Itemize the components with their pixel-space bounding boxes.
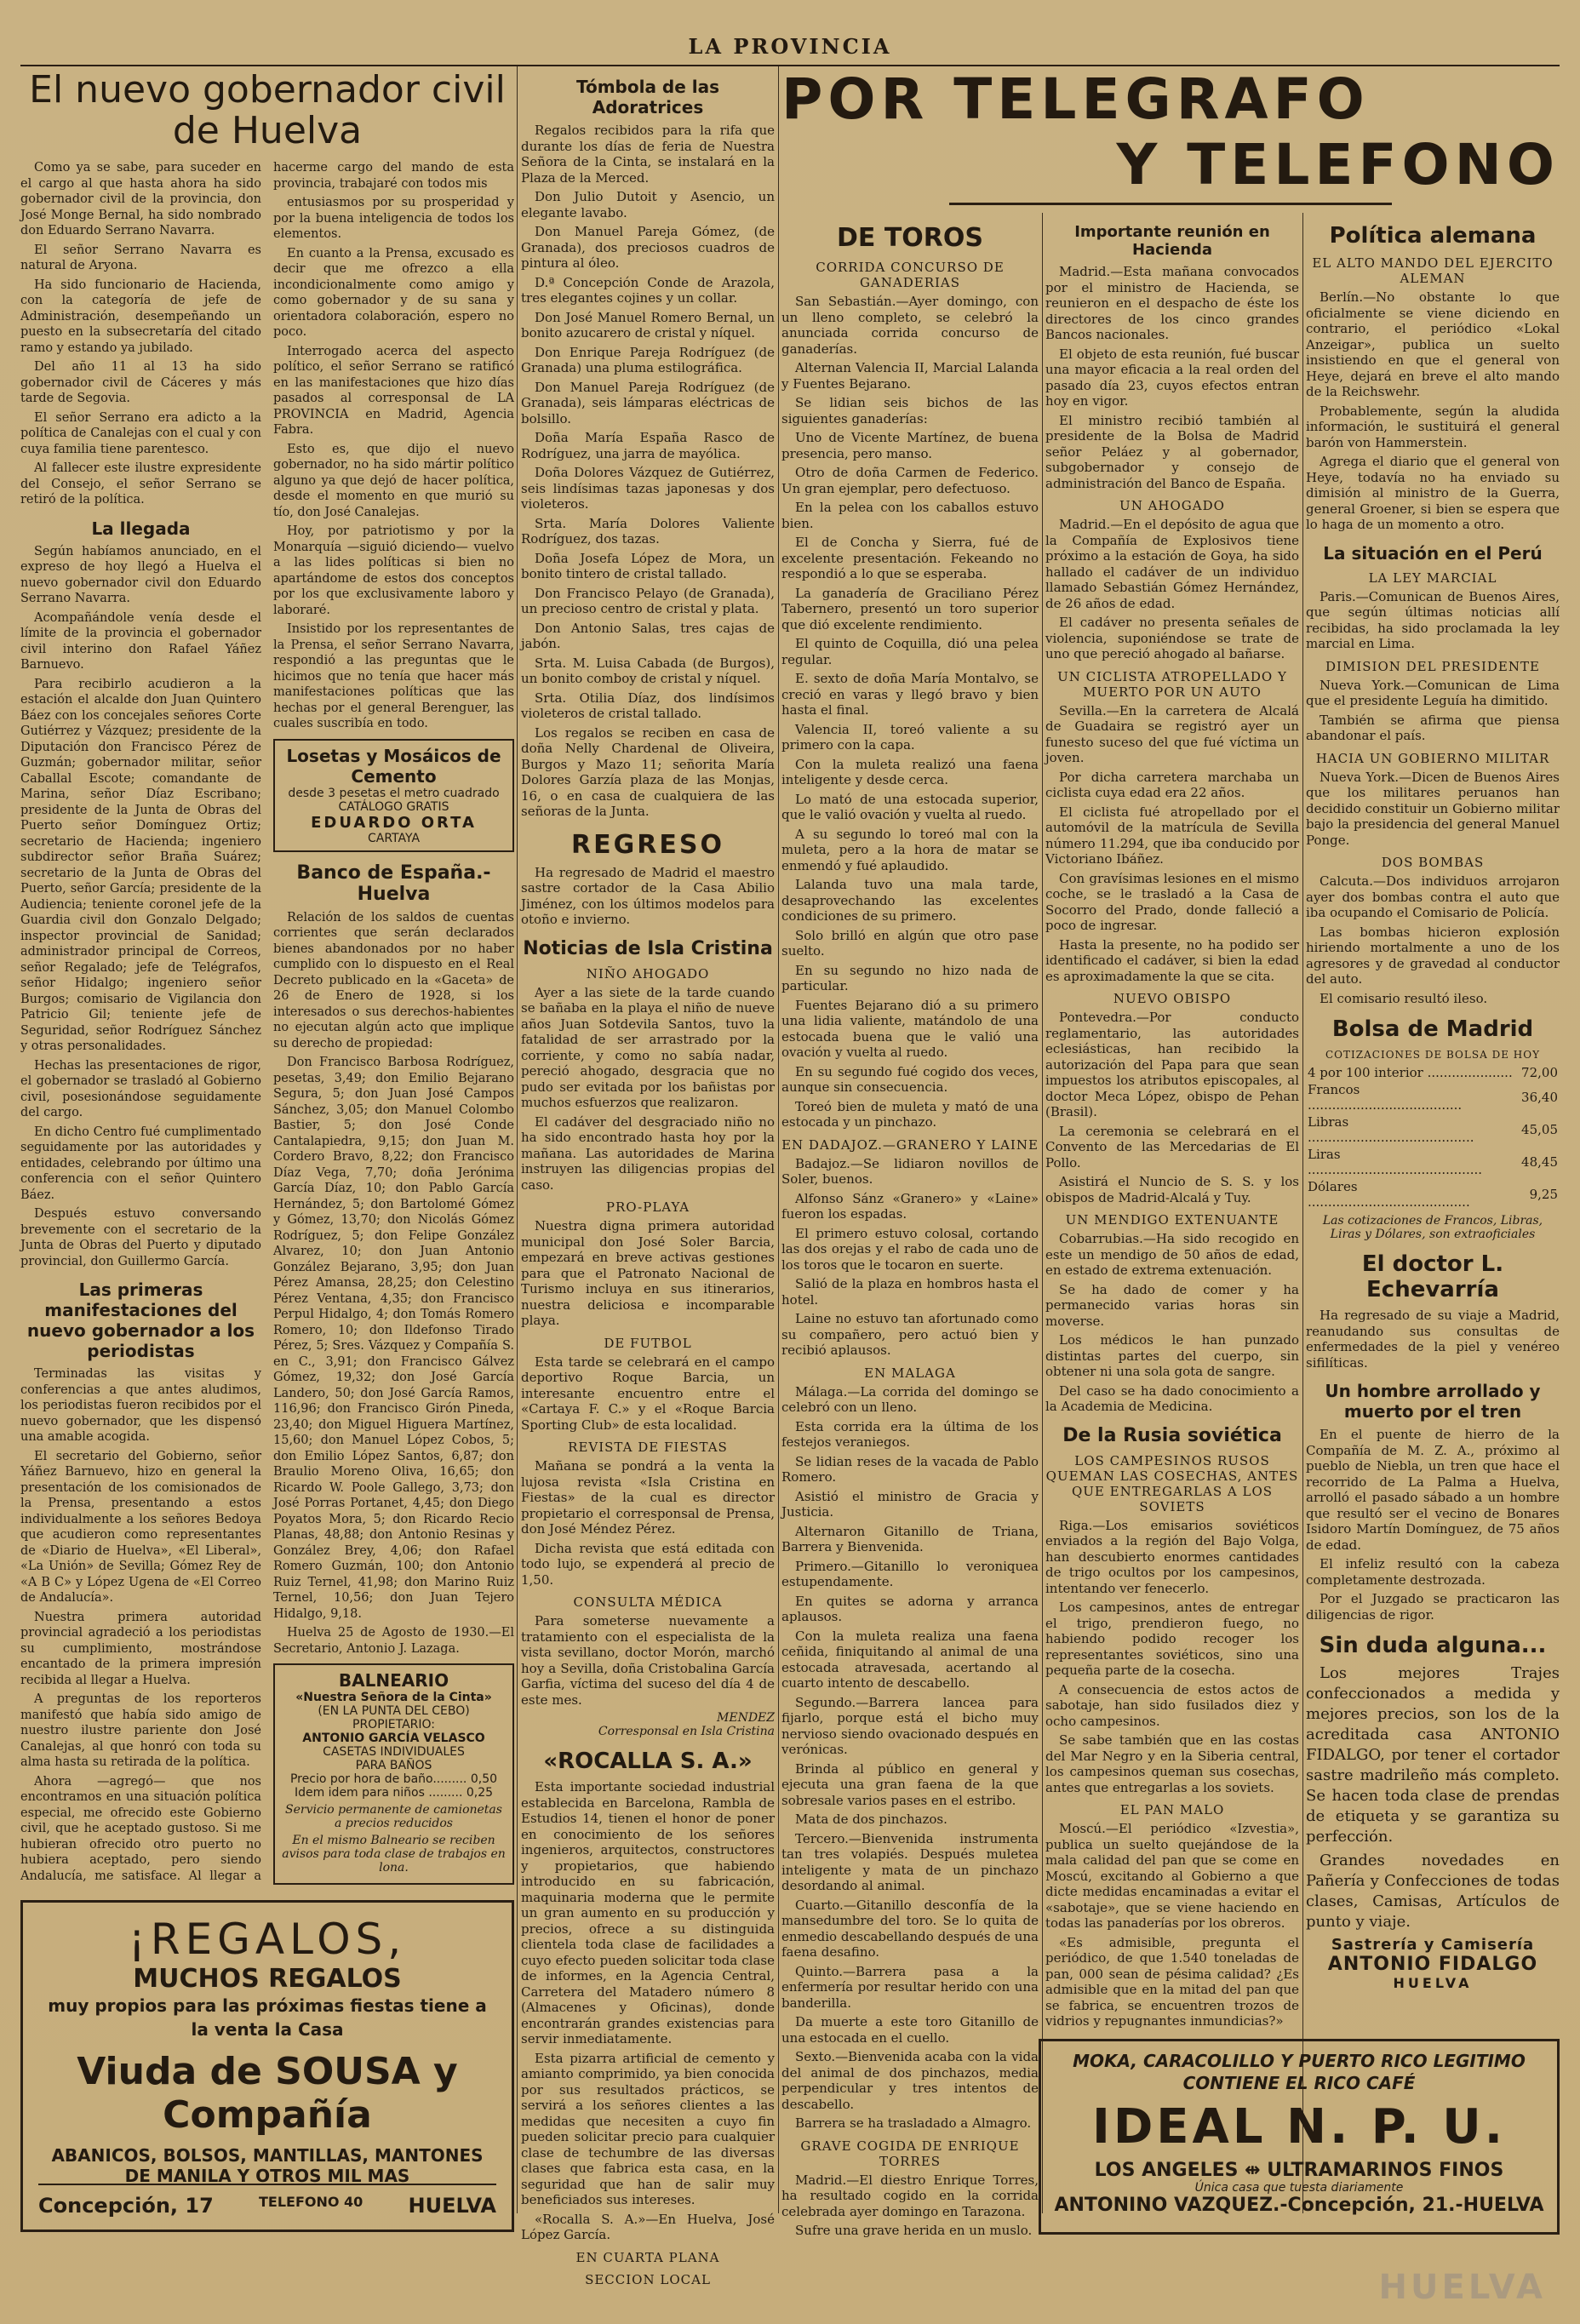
isla-subhead: DE FUTBOL	[604, 1335, 692, 1351]
paragraph: Ayer a las siete de la tarde cuando se bañaba en la playa el niño de nueve años Juan Sotdevila Santos, tuvo la fatalidad de ser arrastrado por la corriente, y como no sabía nadar, pereció ahogado, desgracia que no pudo ser evitada por los bañistas por muchos esfuerzos que realizaron.	[521, 984, 775, 1110]
reunion-subhead: UN AHOGADO	[1119, 498, 1225, 513]
paragraph: E. sexto de doña María Montalvo, se creció en varas y llegó bravo y bien hasta el final.	[781, 671, 1039, 718]
ideal-shop: LOS ANGELES ⇹ ULTRAMARINOS FINOS	[1094, 2160, 1504, 2181]
regalos-address: Concepción, 17	[38, 2194, 214, 2218]
balneario-note: En el mismo Balneario se reciben avisos para toda clase de trabajos en lona.	[282, 1834, 506, 1875]
paragraph: Pontevedra.—Por conducto reglamentario, las autoridades eclesiásticas, han recibido la autorización del Papa para que sean impuestos los atributos episcopales, al doctor Meca López, obispo de Pehan (Brasil).	[1045, 1010, 1299, 1119]
paragraph: Nuestra digna primera autoridad municipal don José Soler Barcia, empezará en breve activas gestiones para que el Patronato Nacional de Turismo incluya en sus itinerarios, nuestra deliciosa e incomparable playa.	[521, 1218, 775, 1328]
paragraph: Sexto.—Bienvenida acaba con la vida del animal de dos pinchazos, media perpendicular y tres intentos de descabello.	[781, 2049, 1039, 2112]
paragraph: Madrid.—Esta mañana convocados por el ministro de Hacienda, se reunieron en el despacho de éste los directores de los cinco grandes Bancos nacionales.	[1045, 264, 1299, 342]
paragraph: Mañana se pondrá a la venta la lujosa revista «Isla Cristina en Fiestas» de la cual es director propietario el corresponsal de Prensa, don José Méndez Pérez.	[521, 1458, 775, 1537]
paragraph: A consecuencia de estos actos de sabotaje, han sido fusilados diez y ocho campesinos.	[1045, 1681, 1299, 1729]
regalos-city: HUELVA	[408, 2194, 496, 2218]
toros-subhead: EN DADAJOZ.—GRANERO Y LAINE	[781, 1136, 1039, 1153]
balneario-ad	[273, 1663, 514, 1885]
regalos-items: ABANICOS, BOLSOS, MANTILLAS, MANTONES DE MANILA Y OTROS MIL MAS	[51, 2145, 484, 2186]
paragraph: Probablemente, según la aludida información, le sustituirá el general barón von Hammerstein.	[1306, 403, 1560, 450]
paragraph: El ciclista fué atropellado por el automóvil de la matrícula de Sevilla número 11.294, que iba conducido por Victoriano Ibáñez.	[1045, 804, 1299, 867]
bolsa-table	[1306, 1064, 1560, 1211]
reunion-title: Importante reunión en Hacienda	[1074, 223, 1270, 259]
paragraph: Terminadas las visitas y conferencias a que antes aludimos, los periodistas fueron recibidos por el nuevo gobernador, que les dispensó una amable acogida.	[20, 1367, 261, 1444]
paragraph: Mata de dos pinchazos.	[795, 1812, 947, 1827]
paragraph: Relación de los saldos de cuentas corrientes que serán declarados bienes abandonados por no haber cumplido con lo dispuesto en el Real Decreto publicado en la «Gaceta» de 26 de Enero de 1928, si los interesados o sus derechos-habientes no ejecutan algún acto que implique su derecho de propiedad:	[273, 910, 514, 1050]
paragraph: Los regalos se reciben en casa de doña Nelly Chardenal de Oliveira, Burgos y Mazo 11; señorita María Dolores Garzía plaza de las Monjas, 16, o en casa de cualquiera de las señoras de la Junta.	[521, 724, 775, 819]
paragraph: Don José Manuel Romero Bernal, un bonito azucarero de cristal y níquel.	[521, 309, 775, 341]
balneario-para: PARA BAÑOS	[355, 1759, 432, 1772]
balneario-casetas: CASETAS INDIVIDUALES	[323, 1745, 465, 1759]
signature: MENDEZ	[717, 1711, 775, 1725]
paragraph: Acompañándole venía desde el límite de la provincia el gobernador civil interino don Rafael Yáñez Barnuevo.	[20, 610, 261, 672]
paragraph: entusiasmos por su prosperidad y por la buena inteligencia de todos los elementos.	[273, 196, 514, 241]
paragraph: Asistió el ministro de Gracia y Justicia.	[781, 1488, 1039, 1520]
paragraph: Doña Dolores Vázquez de Gutiérrez, seis lindísimas tazas japonesas y dos violeteros.	[521, 465, 775, 512]
paragraph: Sevilla.—En la carretera de Alcalá de Guadaira se registró ayer un funesto suceso del que fué víctima un joven.	[1045, 702, 1299, 765]
paragraph: El comisario resultó ileso.	[1320, 990, 1488, 1006]
balneario-name: «Nuestra Señora de la Cinta»	[295, 1691, 492, 1704]
bolsa-title: Bolsa de Madrid	[1331, 1016, 1534, 1042]
paragraph: El señor Serrano era adicto a la política de Canalejas con el cual y con cuya familia tiene parentesco.	[20, 410, 261, 456]
peru-title: La situación en el Perú	[1323, 542, 1543, 564]
losetas-sub: desde 3 pesetas el metro cuadrado	[288, 786, 500, 800]
isla-title: Noticias de Isla Cristina	[523, 937, 773, 959]
tombola-title: Tómbola de las Adoratrices	[575, 77, 720, 117]
paragraph: Para recibirlo acudieron a la estación el alcalde don Juan Quintero Báez con los concejales señores Corte Gutiérrez y Vázquez; presidente de la Diputación don Francisco Pérez de Guzmán; gobernador militar, señor Caballal Escote; comandante de Marina, señor Díaz Escribano; presidente de la Junta de Obras del Puerto señor Domínguez Ortiz; secretario de Hacienda; ingeniero subdirector señor Braña Suárez; secretario de la Junta de Obras del Puerto, señor García; presidente de la Audiencia; teniente coronel jefe de la Guardia civil don Gonzalo Delgado; inspector provincial de Sanidad; administrador principal de Correos, señor Regalado; jefe de Telégrafos, señor Hidalgo; ingeniero señor Burgos; comisario de Vigilancia don Patricio Gil; teniente jefe de Seguridad, señor Rodríguez Sánchez y otras personalidades.	[20, 677, 261, 1053]
paragraph: En quites se adorna y arranca aplausos.	[781, 1593, 1039, 1624]
manifestaciones-heading: Las primeras manifestaciones del nuevo gobernador a los periodistas	[26, 1279, 255, 1361]
paragraph: Riga.—Los emisarios soviéticos enviados a la región del Bajo Volga, han descubierto enormes cantidades de trigo ocultos por los campesinos, intentando ver fenecerlo.	[1045, 1517, 1299, 1596]
peru-subhead: HACIA UN GOBIERNO MILITAR	[1315, 750, 1550, 766]
fidalgo-shop-type: Sastrería y Camisería	[1331, 1936, 1535, 1954]
echevarria-title: El doctor L. Echevarría	[1361, 1251, 1504, 1302]
paragraph: Después estuvo conversando brevemente con el secretario de la Junta de Obras del Puerto y diputado provincial, don Guillermo García.	[20, 1207, 261, 1268]
table-row: Dólares ........................................ 9,25	[1308, 1179, 1558, 1210]
paragraph: En su segundo no hizo nada de particular.	[781, 962, 1039, 993]
paragraph: Se lidian reses de la vacada de Pablo Romero.	[781, 1453, 1039, 1485]
toros-subhead: EN MALAGA	[864, 1365, 956, 1381]
toros-title: DE TOROS	[836, 223, 984, 253]
paragraph: «Rocalla S. A.»—En Huelva, José López García.	[521, 2211, 775, 2242]
paragraph: Toreó bien de muleta y mató de una estocada y un pinchazo.	[781, 1098, 1039, 1130]
paragraph: Los médicos le han punzado distintas partes del cuerpo, sin obtener ni una sola gota de sangre.	[1045, 1332, 1299, 1379]
paragraph: D.ª Concepción Conde de Arazola, tres elegantes cojines y un collar.	[521, 274, 775, 306]
paragraph: Otro de doña Carmen de Federico. Un gran ejemplar, pero defectuoso.	[781, 465, 1039, 496]
column-rule	[517, 66, 518, 2213]
losetas-town: CARTAYA	[367, 831, 421, 845]
paragraph: Para someterse nuevamente a tratamiento con el especialista de la vista sevillano, doctor Morón, marchó hoy a Sevilla, doña Cristobalina García Garfia, víctima del suceso del día 4 de este mes.	[521, 1613, 775, 1708]
paragraph: El infeliz resultó con la cabeza completamente destrozada.	[1306, 1556, 1560, 1588]
fidalgo-title: Sin duda alguna...	[1319, 1633, 1547, 1658]
paragraph: En el puente de hierro de la Compañía de M. Z. A., próximo al pueblo de Niebla, un tren que hace el recorrido de La Palma a Huelva, arrolló el pasado sábado a un hombre que resultó ser el vecino de Bonares Isidoro Martín Domínguez, de 75 años de edad.	[1306, 1427, 1560, 1553]
regalos-footer	[38, 2184, 496, 2218]
paragraph: Madrid.—El diestro Enrique Torres, ha resultado cogido en la corrida celebrada ayer domingo en Tarazona.	[781, 2172, 1039, 2219]
telegrafo-line2: Y TELEFONO	[1116, 132, 1560, 197]
paragraph: El cadáver no presenta señales de violencia, suponiéndose se trate de uno que pereció ahogado al bañarse.	[1045, 615, 1299, 661]
paragraph: El primero estuvo colosal, cortando las dos orejas y el rabo de cada uno de los toros que le tocaron en suerte.	[781, 1225, 1039, 1273]
paragraph: Hasta la presente, no ha podido ser identificado el cadáver, si bien la edad es aproximadamente la que se cita.	[1045, 936, 1299, 984]
paragraph: Nueva York.—Comunican de Lima que el presidente Leguía ha dimitido.	[1306, 677, 1560, 708]
rusia-title: De la Rusia soviética	[1062, 1424, 1282, 1446]
alemana-subhead: EL ALTO MANDO DEL EJERCITO ALEMAN	[1312, 255, 1554, 286]
rocalla-title: «ROCALLA S. A.»	[543, 1749, 753, 1774]
paragraph: Los mejores Trajes confeccionados a medida y mejores precios, son los de la acreditada casa ANTONIO FIDALGO, por tener el cortador sastre madrileño más completo. Se hacen toda clase de prendas de etiqueta y se garantiza su perfección.	[1306, 1664, 1560, 1846]
paragraph: Ha sido funcionario de Hacienda, con la categoría de jefe de Administración, desempeñando un puesto en la subsecretaría del citado ramo y estando ya jubilado.	[20, 278, 261, 355]
tren-title: Un hombre arrollado y muerto por el tren	[1325, 1381, 1541, 1422]
signature: Corresponsal en Isla Cristina	[598, 1725, 775, 1738]
header-rule	[949, 203, 1392, 205]
ideal-brand: IDEAL N. P. U.	[1091, 2099, 1506, 2155]
paragraph: El secretario del Gobierno, señor Yáñez Barnuevo, hizo en general la presentación de los comisionados de la Prensa, presentando a estos individualmente a los señores Bedoya que acudieron como representantes de «Diario de Huelva», «El Liberal», «La Unión» de Sevilla; Gómez Rey de «A B C» y López Ugena de «El Correo de Andalucía».	[20, 1449, 261, 1605]
column-tombola	[521, 66, 775, 2287]
regalos-title: ¡REGALOS,	[128, 1915, 407, 1964]
paragraph: Badajoz.—Se lidiaron novillos de Soler, buenos.	[781, 1155, 1039, 1187]
reunion-subhead: UN CICLISTA ATROPELLADO Y MUERTO POR UN AUTO	[1057, 668, 1287, 700]
fidalgo-name: ANTONIO FIDALGO	[1327, 1954, 1538, 1975]
paragraph: Don Francisco Pelayo (de Granada), un precioso centro de cristal y plata.	[521, 585, 775, 616]
toros-subhead: GRAVE COGIDA DE ENRIQUE TORRES	[800, 2138, 1020, 2169]
ideal-ad	[1039, 2039, 1560, 2235]
price-value: 0,25	[466, 1786, 494, 1800]
paragraph: Quinto.—Barrera pasa a la enfermería por resultar herido con una banderilla.	[781, 1963, 1039, 2011]
losetas-ad	[273, 739, 514, 852]
paragraph: Lalanda tuvo una mala tarde, desaprovechando las excelentes condiciones de su primero.	[781, 877, 1039, 924]
regalos-phone: TELEFONO 40	[258, 2194, 364, 2210]
paragraph: Srta. M. Luisa Cabada (de Burgos), un bonito comboy de cristal y níquel.	[521, 655, 775, 686]
gobernador-body	[20, 160, 514, 1888]
isla-subhead: NIÑO AHOGADO	[586, 965, 710, 982]
price-value: 0,50	[470, 1772, 498, 1786]
telegrafo-header	[781, 66, 1560, 197]
balneario-note: Servicio permanente de camionetas a precios reducidos	[285, 1803, 502, 1830]
reunion-subhead: NUEVO OBISPO	[1113, 991, 1232, 1006]
paragraph: Las bombas hicieron explosión hiriendo mortalmente a uno de los agresores y de gravedad al conductor del auto.	[1306, 924, 1560, 987]
paragraph: Don Francisco Barbosa Rodríguez, pesetas, 3,49; don Emilio Bejarano Segura, 5; don Juan José Campos Sánchez, 3,05; don Manuel Colombo Bastier, 5; don José Conde Cantalapiedra, 9,15; don Juan M. Cordero Bravo, 8,22; don Francisco Díaz Vega, 7,70; doña Jerónima García Díaz, 10; don Pablo García Hernández, 5; don Bartolomé Gómez y Gómez, 13,70; don Nicolás Gómez Rodríguez, 5; don Felipe González Alvarez, 10; don Juan Antonio González Bejarano, 3,95; don Juan Pérez Amansa, 28,25; don Celestino Pérez Ventana, 4,35; don Francisco Perpul Hidalgo, 4; don Tomás Romero Romero, 10; don Ildefonso Tirado Pérez, 5; Sres. Vázquez y Compañía S. en C., 3,91; don Francisco Gálvez Gómez, 19,32; don José García Landero, 50; don José García Ramos, 116,96; don Francisco Girón Pineda, 23,40; don Miguel Higuera Martínez, 15,60; don Manuel López Cobos, 5; don Emilio López Santos, 6,87; don Braulio Moreno Oliva, 16,65; don Ricardo W. Poole Gallego, 3,73; don José Porras Portanet, 4,45; don Diego Poyatos Mora, 5; don Ricardo Recio Planas, 48,88; don Antonio Resinas y González Brey, 4,06; don Rafael Romero Guzmán, 100; don Antonio Ruiz Ternel, 41,98; don Marino Ruiz Ternel, 10,56; don Juan Tejero Hidalgo, 9,18.	[273, 1056, 514, 1621]
paragraph: Málaga.—La corrida del domingo se celebró con un lleno.	[781, 1383, 1039, 1415]
paragraph: Dicha revista que está editada con todo lujo, se expenderá al precio de 1,50.	[521, 1540, 775, 1588]
paragraph: Salió de la plaza en hombros hasta el hotel.	[781, 1276, 1039, 1308]
reunion-subhead: UN MENDIGO EXTENUANTE	[1065, 1212, 1279, 1228]
paragraph: Alternaron Gitanillo de Triana, Barrera y Bienvenida.	[781, 1523, 1039, 1554]
cuarta-plana: EN CUARTA PLANA	[575, 2249, 720, 2265]
paragraph: Solo brilló en algún que otro pase suelto.	[781, 927, 1039, 959]
gobernador-title: El nuevo gobernador civil de Huelva	[29, 68, 506, 152]
paragraph: Doña Josefa López de Mora, un bonito tintero de cristal tallado.	[521, 550, 775, 581]
paragraph: A preguntas de los reporteros manifestó que había sido amigo de nuestro ilustre pariente don José Canalejas, al que honró con toda su alma hasta su retirada de la política.	[20, 1692, 261, 1769]
toros-article	[781, 213, 1039, 2256]
paragraph: Esta tarde se celebrará en el campo deportivo Roque Barcia, un interesante encuentro entre el «Cartaya F. C.» y el «Roque Barcia Sporting Club» de esta localidad.	[521, 1354, 775, 1433]
regalos-subtitle: MUCHOS REGALOS	[133, 1964, 402, 1994]
paragraph: En dicho Centro fué cumplimentado seguidamente por las autoridades y entidades, celebrando por último una conferencia con el señor Quintero Báez.	[20, 1125, 261, 1202]
paragraph: Interrogado acerca del aspecto político, el señor Serrano se ratificó en las manifestaciones que hizo días pasados al corresponsal de LA PROVINCIA en Madrid, Agencia Fabra.	[273, 344, 514, 437]
regalos-ad	[20, 1900, 514, 2232]
paragraph: Insistido por los representantes de la Prensa, el señor Serrano Navarra, respondió a las preguntas que le hicimos que no tenía que hacer más manifestaciones políticas que las hechas por el general Berenguer, las cuales suscribía en todo.	[273, 622, 514, 730]
column-rule	[778, 66, 779, 2213]
paragraph: Hechas las presentaciones de rigor, el gobernador se trasladó al Gobierno civil, posesionándose seguidamente del cargo.	[20, 1058, 261, 1119]
paragraph: Alfonso Sánz «Granero» y «Laine» fueron los espadas.	[781, 1190, 1039, 1222]
column-hacienda	[1045, 213, 1299, 2029]
bolsa-subhead: COTIZACIONES DE BOLSA DE HOY	[1325, 1049, 1540, 1061]
peru-subhead: DIMISION DEL PRESIDENTE	[1325, 658, 1540, 674]
paragraph: Huelva 25 de Agosto de 1930.—El Secretario, Antonio J. Lazaga.	[273, 1626, 514, 1656]
peru-subhead: LA LEY MARCIAL	[1368, 570, 1497, 586]
fidalgo-city: HUELVA	[1393, 1975, 1473, 1991]
fidalgo-ad	[1306, 1633, 1560, 1991]
paragraph: El quinto de Coquilla, dió una pelea regular.	[781, 636, 1039, 667]
bolsa-note: Las cotizaciones de Francos, Libras, Liras y Dólares, son extraoficiales	[1322, 1214, 1543, 1241]
paragraph: Tercero.—Bienvenida instrumenta tan tres volapiés. Después muletea inteligente y mata de un pinchazo desordando al animal.	[781, 1830, 1039, 1893]
losetas-catalog: CATÁLOGO GRATIS	[338, 799, 449, 814]
paragraph: Don Manuel Pareja Gómez, (de Granada), dos preciosos cuadros de pintura al óleo.	[521, 224, 775, 271]
paragraph: San Sebastián.—Ayer domingo, con un lleno completo, se celebró la anunciada corrida concurso de ganaderías.	[781, 294, 1039, 357]
ideal-tagline: Única casa que tuesta diariamente	[1194, 2181, 1404, 2195]
ideal-address: ANTONINO VAZQUEZ.-Concepción, 21.-HUELVA	[1054, 2195, 1544, 2216]
llegada-heading: La llegada	[91, 518, 191, 539]
paragraph: Moscú.—El periódico «Izvestia», publica un suelto quejándose de la mala calidad del pan que se come en Moscú, excitando al Gobierno a que dicte medidas encaminadas a evitar el «sabotaje», que se viene haciendo en todas las panaderías por los obreros.	[1045, 1821, 1299, 1931]
paragraph: Se lidian seis bichos de las siguientes ganaderías:	[781, 395, 1039, 426]
alemana-title: Política alemana	[1329, 223, 1537, 249]
isla-subhead: REVISTA DE FIESTAS	[568, 1440, 728, 1455]
paragraph: Uno de Vicente Martínez, de buena presencia, pero manso.	[781, 430, 1039, 461]
paragraph: Primero.—Gitanillo lo veroniquea estupendamente.	[781, 1558, 1039, 1589]
losetas-title: Losetas y Mosáicos de Cemento	[286, 745, 501, 787]
paragraph: Calcuta.—Dos individuos arrojaron ayer dos bombas contra el auto que iba ocupando el Comisario de Policía.	[1306, 873, 1560, 920]
paragraph: A su segundo lo toreó mal con la muleta, pero a la hora de matar se enmendó y fué aplaudido.	[781, 826, 1039, 873]
gobernador-article	[20, 66, 514, 1888]
paragraph: Don Julio Dutoit y Asencio, un elegante lavabo.	[521, 189, 775, 220]
price-label: Precio por hora de baño.........	[289, 1772, 467, 1786]
paragraph: Por dicha carretera marchaba un ciclista cuya edad era 22 años.	[1045, 769, 1299, 800]
paragraph: El señor Serrano Navarra es natural de Aryona.	[20, 243, 261, 272]
paragraph: Hoy, por patriotismo y por la Monarquía —siguió diciendo— vuelvo a las lides políticas si bien no apartándome de estos dos conceptos por los que exclusivamente laboro y laboraré.	[273, 524, 514, 617]
paragraph: Lo mató de una estocada superior, que le valió ovación y vuelta al ruedo.	[781, 791, 1039, 822]
table-row: Libras ......................................... 45,05	[1308, 1114, 1558, 1145]
paragraph: Ahora —agregó— que nos encontramos en una situación política especial, me ofrecido este Gobierno civil, que he aceptado gustoso. Si me hubieran ofrecido otro puerto no hubiera aceptado, pero siendo Andalucía, me satisface. Al llegar a hacerme cargo del mando de esta provincia, trabajaré con todos mis	[20, 161, 514, 1883]
price-label: Idem idem para niños .........	[294, 1786, 463, 1800]
paragraph: Doña María España Rasco de Rodríguez, una jarra de mayólica.	[521, 430, 775, 461]
paragraph: El objeto de esta reunión, fué buscar una mayor eficacia a la real orden del pasado día 23, cuyos efectos entran hoy en vigor.	[1045, 346, 1299, 409]
paragraph: Da muerte a este toro Gitanillo de una estocada en el cuello.	[781, 2014, 1039, 2046]
paragraph: También se afirma que piensa abandonar el país.	[1306, 712, 1560, 743]
balneario-prop-label: PROPIETARIO:	[352, 1718, 435, 1732]
regalos-text: muy propios para las próximas fiestas tiene a la venta la Casa	[48, 1995, 487, 2040]
rusia-subhead: LOS CAMPESINOS RUSOS QUEMAN LAS COSECHAS, ANTES QUE ENTREGARLAS A LOS SOVIETS	[1045, 1452, 1299, 1514]
paragraph: Cuarto.—Gitanillo desconfía de la mansedumbre del toro. Se lo quita de enmedio descabellando después de una faena desafino.	[781, 1897, 1039, 1960]
paragraph: Ha regresado de Madrid el maestro sastre cortador de la Casa Abilio Jiménez, con los últimos modelos para otoño e invierno.	[521, 864, 775, 927]
column-alemana	[1306, 213, 1560, 2026]
paragraph: Con gravísimas lesiones en el mismo coche, se le trasladó a la Casa de Socorro del Prado, donde falleció a poco de ingresar.	[1045, 870, 1299, 933]
paragraph: Barrera se ha trasladado a Almagro.	[795, 2115, 1032, 2131]
paragraph: Alternan Valencia II, Marcial Lalanda y Fuentes Bejarano.	[781, 360, 1039, 392]
paragraph: Srta. Otilia Díaz, dos lindísimos violeteros de cristal tallado.	[521, 690, 775, 721]
isla-subhead: PRO-PLAYA	[605, 1199, 690, 1215]
seccion-local: SECCION LOCAL	[585, 2271, 711, 2287]
balneario-prop: ANTONIO GARCÍA VELASCO	[302, 1732, 485, 1745]
paragraph: Se ha dado de comer y ha permanecido varias horas sin moverse.	[1045, 1281, 1299, 1329]
toros-subhead: CORRIDA CONCURSO DE GANADERIAS	[816, 260, 1005, 290]
table-row: 4 por 100 interior ..................... 72,00	[1308, 1065, 1558, 1080]
paragraph: Con la muleta realiza una faena ceñida, finiquitando al animal de una estocada atravesada, acertando al cuarto intento de descabello.	[781, 1628, 1039, 1691]
paragraph: Valencia II, toreó valiente a su primero con la capa.	[781, 721, 1039, 753]
paragraph: El cadáver del desgraciado niño no ha sido encontrado hasta hoy por la mañana. Las autoridades de Marina instruyen las diligencias propias del caso.	[521, 1113, 775, 1193]
regalos-shop: Viuda de SOUSA y Compañía	[77, 2050, 458, 2137]
losetas-name: EDUARDO ORTA	[311, 813, 477, 832]
paragraph: Madrid.—En el depósito de agua que la Compañía de Explosivos tiene próximo a la estación de Goya, ha sido hallado el cadáver de un individuo llamado Sebastián Gómez Hernández, de 26 años de edad.	[1045, 517, 1299, 611]
ideal-line1: MOKA, CARACOLILLO Y PUERTO RICO LEGITIMO	[1073, 2051, 1526, 2071]
paragraph: Don Manuel Pareja Rodríguez (de Granada), seis lámparas eléctricas de bolsillo.	[521, 379, 775, 426]
paragraph: Don Enrique Pareja Rodríguez (de Granada) una pluma estilográfica.	[521, 344, 775, 375]
archive-watermark: HUELVA	[1378, 2268, 1546, 2307]
paragraph: Los campesinos, antes de entregar el trigo, prendieron fuego, no habiendo podido recoger los representantes soviéticos, sino una pequeña parte de la cosecha.	[1045, 1600, 1299, 1678]
rusia-subhead: EL PAN MALO	[1119, 1802, 1225, 1817]
paragraph: Asistirá el Nuncio de S. S. y los obispos de Madrid-Alcalá y Tuy.	[1045, 1174, 1299, 1205]
table-row: Francos ...................................... 36,40	[1308, 1082, 1558, 1113]
paragraph: Segundo.—Barrera lancea para fijarlo, porque está el bicho muy nervioso siendo ovacionado después en verónicas.	[781, 1694, 1039, 1757]
paragraph: Srta. María Dolores Valiente Rodríguez, dos tazas.	[521, 515, 775, 547]
paragraph: Esta corrida era la última de los festejos veraniegos.	[781, 1418, 1039, 1450]
paragraph: En su segundo fué cogido dos veces, aunque sin consecuencia.	[781, 1063, 1039, 1095]
paragraph: Se sabe también que en las costas del Mar Negro y en la Siberia central, los campesinos queman sus cosechas, antes que entregarlas a los soviets.	[1045, 1732, 1299, 1795]
paragraph: Esto es, que dijo el nuevo gobernador, no ha sido mártir político alguno ya que dejó de hacer política, desde el momento en que murió su tío, don José Canalejas.	[273, 442, 514, 519]
paragraph: Al fallecer este ilustre expresidente del Consejo, el señor Serrano se retiró de la política.	[20, 461, 261, 507]
paragraph: Agrega el diario que el general von Heye, todavía no ha enviado su dimisión al ministro de la Guerra, general Groener, si bien se espera que lo haga de un momento a otro.	[1306, 454, 1560, 532]
paragraph: Con la muleta realizó una faena inteligente y desde cerca.	[781, 756, 1039, 787]
paragraph: Fuentes Bejarano dió a su primero una lidia valiente, matándolo de una estocada buena que le valió una ovación y vuelta al ruedo.	[781, 997, 1039, 1060]
column-rule	[1302, 213, 1303, 2213]
paragraph: Del caso se ha dado conocimiento a la Academia de Medicina.	[1045, 1382, 1299, 1414]
paragraph: Sufre una grave herida en un muslo.	[795, 2223, 1033, 2238]
paragraph: Del año 11 al 13 ha sido gobernador civil de Cáceres y más tarde de Segovia.	[20, 360, 261, 405]
paragraph: Brinda al público en general y ejecuta una gran faena de la que sobresale varios pases en el estribo.	[781, 1760, 1039, 1808]
ideal-line2: CONTIENE EL RICO CAFÉ	[1182, 2073, 1416, 2093]
paragraph: La ganadería de Graciliano Pérez Tabernero, presentó un toro superior que dió excelente rendimiento.	[781, 585, 1039, 633]
paragraph: Regalos recibidos para la rifa que durante los días de feria de Nuestra Señora de la Cinta, se instalará en la Plaza de la Merced.	[521, 123, 775, 186]
paragraph: Según habíamos anunciado, en el expreso de hoy llegó a Huelva el nuevo gobernador civil don Eduardo Serrano Navarra.	[20, 544, 261, 605]
paragraph: Esta pizarra artificial de cemento y amianto comprimido, ya bien conocida por sus resultados prácticos, se servirá a los señores clientes a las medidas que necesiten a cuyo fin pueden solicitar precio para cualquier clase de techumbre de las diversas clases que fabrica esta casa, en la seguridad que han de salir muy beneficiados sus intereses.	[521, 2050, 775, 2207]
paragraph: Don Antonio Salas, tres cajas de jabón.	[521, 620, 775, 651]
paragraph: «Es admisible, pregunta el periódico, de que 1.540 toneladas de pan, 000 sean de pésima calidad? ¿Es admisible que en la mitad del pan que se fabrica, se encuentren trozos de vidrios y repugnantes inmundicias?»	[1045, 1934, 1299, 2029]
paragraph: Ha regresado de su viaje a Madrid, reanudando sus consultas de enfermedades de la piel y venéreo sifilíticas.	[1306, 1308, 1560, 1371]
banco-title: Banco de España.-Huelva	[296, 861, 491, 905]
paragraph: Como ya se sabe, para suceder en el cargo al que hasta ahora ha sido gobernador civil de la provincia, don José Monge Bernal, ha sido nombrado don Eduardo Serrano Navarra.	[20, 161, 261, 238]
table-row: Liras ........................................... 48,45	[1308, 1147, 1558, 1177]
paragraph: En cuanto a la Prensa, excusado es decir que me ofrezco a ella incondicionalmente como amigo y como gobernador y de su sana y orientadora colaboración, espero no poco.	[273, 246, 514, 339]
paragraph: Nueva York.—Dicen de Buenos Aires que los militares peruanos han decidido constituir un Gobierno militar bajo la presidencia del general Manuel Ponge.	[1306, 769, 1560, 848]
column-rule	[1042, 213, 1043, 2213]
paragraph: Laine no estuvo tan afortunado como su compañero, pero actuó bien y recibió aplausos.	[781, 1311, 1039, 1358]
regreso-title: REGRESO	[571, 829, 724, 860]
balneario-title: BALNEARIO	[338, 1670, 449, 1691]
paragraph: Cobarrubias.—Ha sido recogido en este un mendigo de 50 años de edad, en estado de extrema extenuación.	[1045, 1231, 1299, 1278]
paragraph: La ceremonia se celebrará en el Convento de las Mercedarias de El Pollo.	[1045, 1123, 1299, 1171]
peru-subhead: DOS BOMBAS	[1381, 855, 1485, 870]
paragraph: Grandes novedades en Pañería y Confecciones de todas clases, Camisas, Artículos de punto y viaje.	[1306, 1852, 1560, 1931]
masthead: LA PROVINCIA	[20, 34, 1560, 66]
paragraph: En la pelea con los caballos estuvo bien.	[781, 500, 1039, 531]
paragraph: Esta importante sociedad industrial establecida en Barcelona, Rambla de Estudios 14, tienen el honor de poner en conocimiento de los señores ingenieros, arquitectos, constructores y propietarios, que habiendo introducido en su fabricación, maquinaria moderna que le permite un gran aumento en su producción y precios, ofrece a su distinguida clientela toda clase de facilidades a cuyo efecto pueden solicitar toda clase de informes, en la Agencia Central, Carretera del Matadero número 8 (Almacenes y Oficinas), donde encontrarán grandes existencias para servir inmediatamente.	[521, 1779, 775, 2046]
paragraph: Nuestra primera autoridad provincial agradeció a los periodistas su cumplimiento, mostrándose encantado de la primera impresión recibida al llegar a Huelva.	[20, 1610, 261, 1687]
paragraph: Por el Juzgado se practicaron las diligencias de rigor.	[1306, 1591, 1560, 1623]
paragraph: El de Concha y Sierra, fué de excelente presentación. Fekeando no respondió a lo que se esperaba.	[781, 535, 1039, 581]
balneario-location: (EN LA PUNTA DEL CEBO)	[318, 1704, 470, 1718]
isla-subhead: CONSULTA MÉDICA	[573, 1594, 723, 1610]
paragraph: Berlín.—No obstante lo que oficialmente se viene diciendo en contrario, el periódico «Lokal Anzeigar», publica un suelto insistiendo en que el general von Heye, dejará en breve el alto mando de la Reichswehr.	[1306, 289, 1560, 399]
telegrafo-line1: POR TELEGRAFO	[781, 66, 1370, 132]
paragraph: El ministro recibió también al presidente de la Bolsa de Madrid señor Peláez y al gobernador, subgobernador y consejo de administración del Banco de España.	[1045, 412, 1299, 491]
paragraph: Paris.—Comunican de Buenos Aires, que según últimas noticias allí recibidas, ha sido proclamada la ley marcial en Lima.	[1306, 588, 1560, 651]
